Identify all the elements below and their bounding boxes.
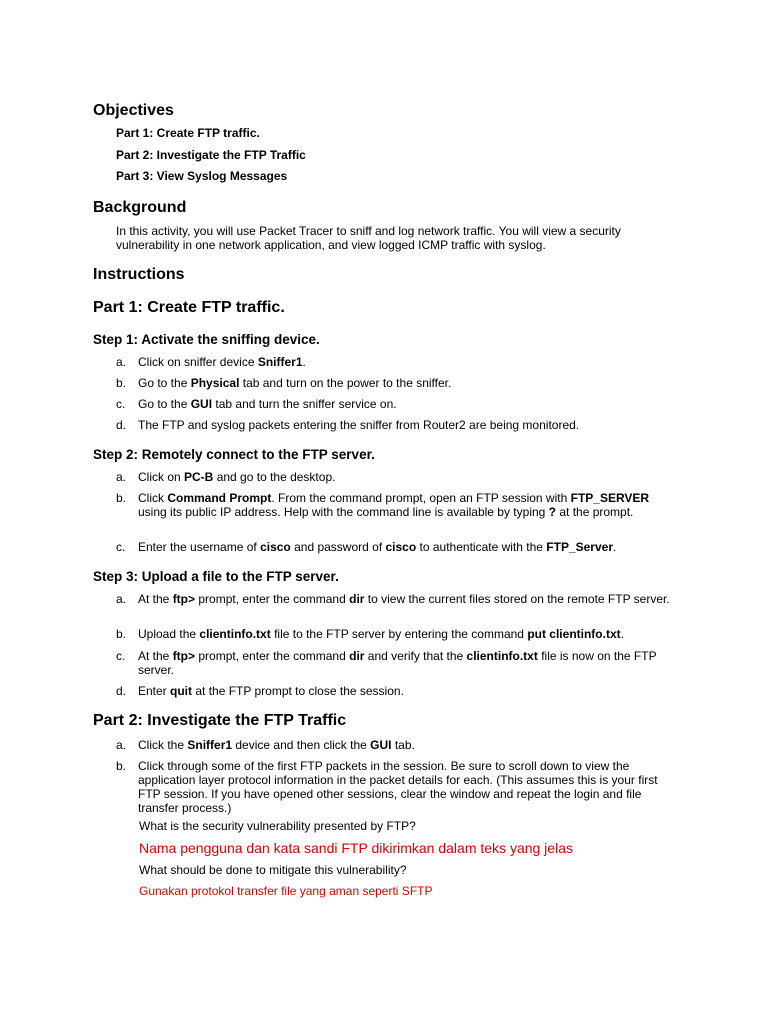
- part1-heading: Part 1: Create FTP traffic.: [93, 299, 285, 316]
- item-bold: ?: [548, 505, 557, 519]
- item-text: and verify that the: [364, 649, 467, 663]
- item-text: device and then click the: [232, 738, 371, 752]
- objectives-heading: Objectives: [93, 102, 174, 119]
- item-bold: ftp>: [172, 649, 196, 663]
- item-bold: put clientinfo.txt: [527, 627, 621, 641]
- item-marker: b.: [116, 627, 127, 641]
- item-text: .: [302, 355, 306, 369]
- objective-part-3: Part 3: View Syslog Messages: [116, 169, 288, 183]
- item-bold: dir: [349, 592, 365, 606]
- item-bold: Command Prompt: [167, 491, 272, 505]
- item-bold: ftp>: [172, 592, 196, 606]
- item-text: Upload the: [138, 627, 200, 641]
- item-marker: c.: [116, 540, 126, 554]
- item-bold: Sniffer1: [187, 738, 233, 752]
- item-bold: clientinfo.txt: [199, 627, 271, 641]
- item-text: prompt, enter the command: [195, 592, 350, 606]
- item-text: at the FTP prompt to close the session.: [192, 684, 404, 698]
- step2-heading: Step 2: Remotely connect to the FTP server.: [93, 447, 375, 462]
- item-text: .: [612, 540, 617, 554]
- item-marker: d.: [116, 684, 127, 698]
- step1-heading: Step 1: Activate the sniffing device.: [93, 332, 320, 347]
- item-text: file to the FTP server by entering the command: [270, 627, 528, 641]
- item-text: .: [620, 627, 624, 641]
- objective-part-2: Part 2: Investigate the FTP Traffic: [116, 147, 306, 162]
- item-text: at the prompt.: [556, 505, 634, 519]
- background-text: In this activity, you will use Packet Tracer to sniff and log network traffic. You will view a security vulnerability in one network application, and view logged ICMP traffic with syslog.: [116, 224, 621, 252]
- item-text: tab and turn on the power to the sniffer.: [239, 376, 452, 390]
- item-text: Click on: [138, 470, 185, 484]
- item-text: tab and turn the sniffer service on.: [212, 397, 397, 411]
- item-text: At the: [138, 592, 173, 606]
- background-heading: Background: [93, 199, 187, 216]
- item-marker: c.: [116, 397, 126, 411]
- item-marker: a.: [116, 355, 127, 369]
- item-bold: Sniffer1: [257, 355, 303, 369]
- item-text: Go to the: [138, 376, 191, 390]
- item-text: tab.: [391, 738, 415, 752]
- question-1: What is the security vulnerability presented by FTP?: [139, 819, 416, 833]
- item-marker: c.: [116, 649, 126, 663]
- item-text: and password of: [290, 540, 386, 554]
- item-text: to authenticate with the: [416, 540, 547, 554]
- item-text: Click through some of the first FTP packets in the session. Be sure to scroll down to view the application layer protocol information in the packet details for each. (This assumes this is your first FTP session. If you have opened other sessions, clear the window and repeat the login and file transfer process.): [138, 759, 658, 815]
- item-text: Click on sniffer device: [138, 355, 258, 369]
- item-marker: a.: [116, 592, 127, 606]
- item-bold: quit: [170, 684, 193, 698]
- item-marker: a.: [116, 738, 127, 752]
- item-text: Enter: [138, 684, 171, 698]
- item-text: . From the command prompt, open an FTP session with: [271, 491, 571, 505]
- item-text: to view the current files stored on the remote FTP server.: [364, 592, 670, 606]
- item-text: At the: [138, 649, 173, 663]
- item-text: prompt, enter the command: [195, 649, 350, 663]
- item-text: using its public IP address. Help with the command line is available by typing: [138, 505, 549, 519]
- item-text: Click: [138, 491, 168, 505]
- item-bold: PC-B: [184, 470, 214, 484]
- item-marker: b.: [116, 759, 127, 773]
- item-bold: dir: [349, 649, 365, 663]
- answer-2: Gunakan protokol transfer file yang aman seperti SFTP: [139, 884, 433, 898]
- item-text: and go to the desktop.: [213, 470, 336, 484]
- item-marker: b.: [116, 491, 127, 505]
- item-text: file is now on the FTP server.: [138, 649, 657, 677]
- item-bold: cisco: [385, 540, 417, 554]
- part2-heading: Part 2: Investigate the FTP Traffic: [93, 712, 347, 729]
- item-text: Go to the: [138, 397, 191, 411]
- answer-1: Nama pengguna dan kata sandi FTP dikirimkan dalam teks yang jelas: [139, 840, 573, 856]
- item-bold: FTP_Server: [546, 540, 613, 554]
- item-text: The FTP and syslog packets entering the sniffer from Router2 are being monitored.: [138, 418, 580, 432]
- objectives-list: [116, 126, 306, 191]
- item-marker: d.: [116, 418, 127, 432]
- question-2: What should be done to mitigate this vulnerability?: [139, 863, 407, 877]
- item-bold: GUI: [190, 397, 213, 411]
- step3-heading: Step 3: Upload a file to the FTP server.: [93, 569, 339, 584]
- item-bold: cisco: [260, 540, 291, 554]
- instructions-heading: Instructions: [93, 266, 185, 283]
- item-text: Enter the username of: [138, 540, 261, 554]
- item-marker: a.: [116, 470, 127, 484]
- item-bold: Physical: [190, 376, 240, 390]
- item-marker: b.: [116, 376, 127, 390]
- objective-part-1: Part 1: Create FTP traffic.: [116, 126, 260, 140]
- item-bold: GUI: [370, 738, 392, 752]
- item-text: Click the: [138, 738, 188, 752]
- item-bold: FTP_SERVER: [570, 491, 650, 505]
- item-bold: clientinfo.txt: [466, 649, 538, 663]
